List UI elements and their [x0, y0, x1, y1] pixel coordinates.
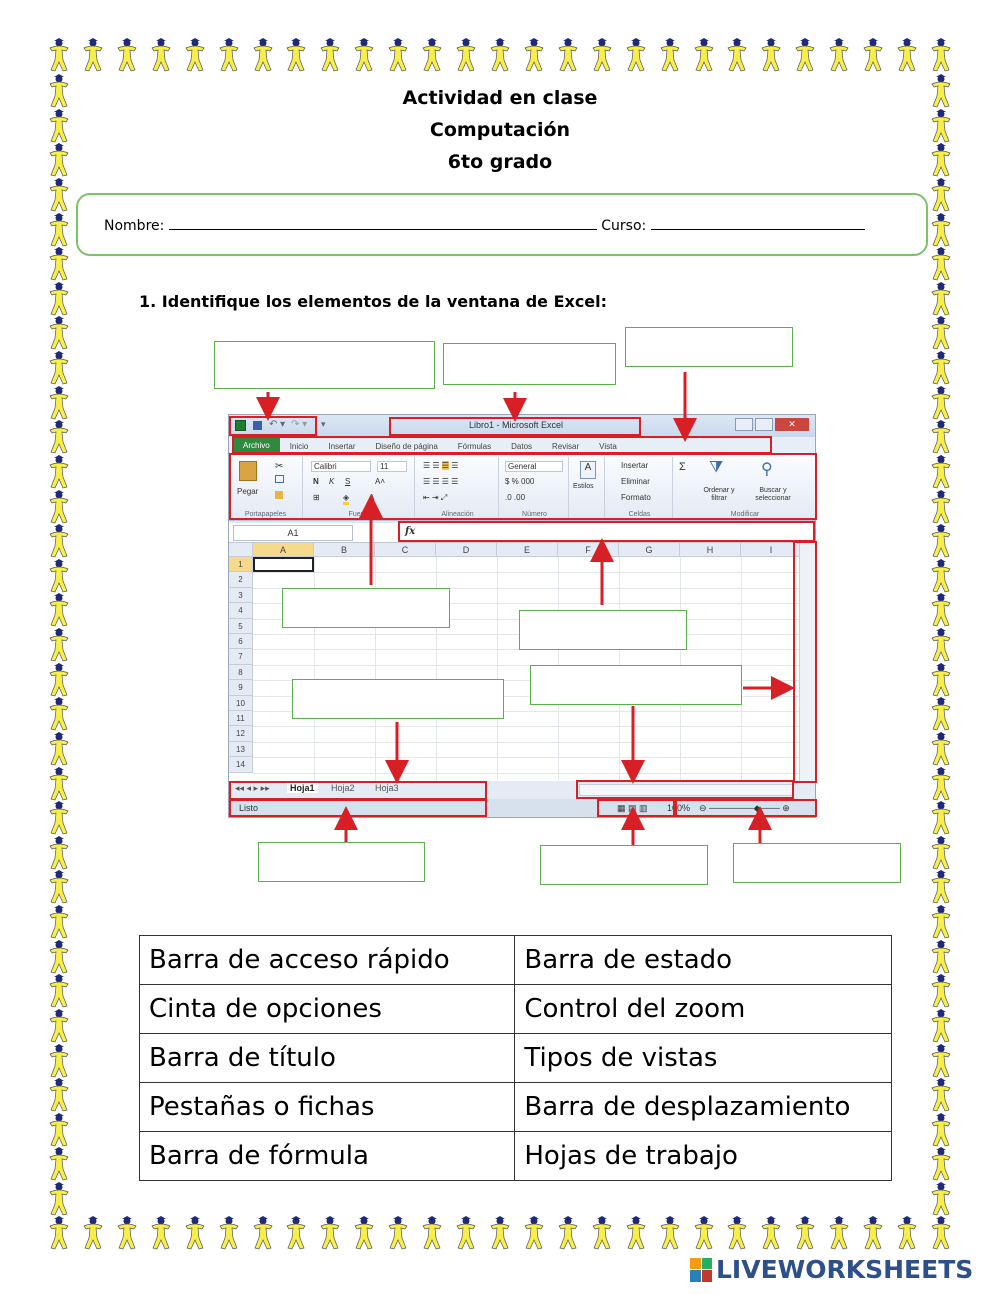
row-header: 13	[229, 742, 253, 757]
number-format-value: General	[505, 461, 563, 472]
group-label-font: Fuente	[348, 511, 371, 518]
paste-label: Pegar	[237, 487, 259, 496]
row-header: 10	[229, 696, 253, 711]
column-header: C	[375, 543, 436, 557]
column-header: B	[314, 543, 375, 557]
word-bank-cell: Pestañas o fichas	[140, 1083, 515, 1132]
sheet-nav-icons: ◂◂ ◂ ▸ ▸▸	[235, 783, 270, 793]
format-cells-label: Formato	[621, 493, 651, 502]
zoom-slider-icon: ⊖ ───────◆─── ⊕	[699, 803, 790, 813]
align-top-icon: ☰ ☰ ☰ ☰	[423, 461, 459, 470]
row-header: 6	[229, 634, 253, 649]
sheet-tab: Hoja2	[331, 783, 355, 793]
undo-icon: ↶ ▾	[269, 419, 286, 430]
quick-access-dropdown-icon: ▾	[321, 419, 326, 429]
name-box: A1	[233, 525, 353, 541]
column-header: D	[436, 543, 497, 557]
font-name-value: Calibri	[311, 461, 371, 472]
table-row	[140, 985, 892, 1034]
grow-font-icon: A˄	[375, 477, 386, 486]
row-header: 3	[229, 588, 253, 603]
excel-tab: Diseño de página	[375, 441, 438, 451]
answer-box-ribbon[interactable]	[282, 588, 450, 628]
excel-tab: Datos	[511, 441, 533, 451]
italic-icon: K	[329, 477, 335, 486]
close-icon: ✕	[775, 418, 809, 431]
answer-box-zoom[interactable]	[733, 843, 901, 883]
liveworksheets-logo	[690, 1255, 973, 1284]
word-bank-cell: Barra de estado	[515, 936, 892, 985]
row-header: 11	[229, 711, 253, 726]
answer-box-views[interactable]	[540, 845, 708, 885]
row-header: 14	[229, 757, 253, 772]
decimal-icon: .0 .00	[505, 493, 526, 502]
group-label-cells: Celdas	[628, 511, 651, 518]
word-bank-cell: Tipos de vistas	[515, 1034, 892, 1083]
row-header: 12	[229, 726, 253, 741]
row-header: 9	[229, 680, 253, 695]
word-bank-cell: Cinta de opciones	[140, 985, 515, 1034]
sheet-tab: Hoja1	[287, 783, 318, 793]
course-label: Curso:	[601, 218, 647, 234]
excel-tab: Archivo	[233, 438, 280, 454]
answer-box-sheets[interactable]	[292, 679, 504, 719]
word-bank-cell: Control del zoom	[515, 985, 892, 1034]
excel-tab: Vista	[599, 441, 617, 451]
heading-subject: Computación	[429, 119, 571, 141]
find-select-icon: ⚲	[761, 461, 773, 478]
liveworksheets-logo-icon	[690, 1258, 712, 1282]
word-bank-table	[139, 935, 892, 1181]
row-header: 8	[229, 665, 253, 680]
table-row	[140, 936, 892, 985]
font-size-value: 11	[377, 461, 407, 472]
excel-tab: Fórmulas	[457, 441, 492, 451]
sheet-tab: Hoja3	[375, 783, 399, 793]
delete-cells-label: Eliminar	[621, 477, 650, 486]
indent-icon: ⇤ ⇥ ⤢	[423, 493, 448, 502]
word-bank-cell: Barra de desplazamiento	[515, 1083, 892, 1132]
question-title: 1. Identifique los elementos de la ventana de Excel:	[139, 292, 608, 311]
align-left-icon: ☰ ☰ ☰ ☰	[423, 477, 459, 486]
fx-label: fx	[405, 526, 416, 537]
view-buttons-icon: ▦ ▤ ▥	[617, 803, 648, 813]
answer-box-formula-bar[interactable]	[519, 610, 687, 650]
column-header: G	[619, 543, 680, 557]
currency-icon: $ % 000	[505, 477, 535, 486]
excel-window-title: Libro1 - Microsoft Excel	[469, 420, 564, 430]
group-label-alignment: Alineación	[441, 511, 474, 518]
row-header: 7	[229, 649, 253, 664]
row-header: 5	[229, 619, 253, 634]
bold-icon: N	[313, 477, 319, 486]
zoom-value: 100%	[667, 803, 691, 813]
word-bank-cell: Barra de acceso rápido	[140, 936, 515, 985]
word-bank-cell: Hojas de trabajo	[515, 1132, 892, 1181]
status-text: Listo	[239, 803, 259, 813]
styles-label: Estilos	[573, 483, 594, 490]
borders-icon: ⊞	[313, 493, 320, 502]
table-row	[140, 1132, 892, 1181]
sort-filter-icon: ⧩	[709, 459, 724, 476]
row-header: 4	[229, 603, 253, 618]
column-header: E	[497, 543, 558, 557]
row-header: 1	[229, 557, 253, 572]
excel-tab: Revisar	[552, 441, 580, 451]
word-bank-cell: Barra de título	[140, 1034, 515, 1083]
excel-tab: Inicio	[289, 441, 309, 451]
column-header: I	[741, 543, 802, 557]
column-header: F	[558, 543, 619, 557]
fill-color-icon: ◈	[343, 493, 349, 505]
column-header: A	[253, 543, 314, 557]
find-select-label: Buscar y seleccionar	[755, 487, 791, 502]
word-bank-cell: Barra de fórmula	[140, 1132, 515, 1181]
row-header: 2	[229, 572, 253, 587]
styles-icon: A	[580, 461, 596, 479]
brand-name: LIVEWORKSHEETS	[716, 1255, 974, 1284]
redo-icon: ↷ ▾	[291, 419, 308, 430]
name-label: Nombre:	[104, 218, 165, 234]
heading-activity: Actividad en clase	[402, 87, 598, 109]
cut-icon: ✂	[275, 461, 284, 472]
font-color-icon: A	[369, 493, 374, 505]
sort-filter-label: Ordenar y filtrar	[703, 487, 735, 502]
answer-box-scrollbar[interactable]	[530, 665, 742, 705]
insert-cells-label: Insertar	[621, 461, 649, 470]
answer-box-status-bar[interactable]	[258, 842, 425, 882]
group-label-editing: Modificar	[730, 511, 760, 518]
table-row	[140, 1083, 892, 1132]
excel-tab: Insertar	[328, 441, 356, 451]
underline-icon: S	[345, 477, 351, 486]
heading-grade: 6to grado	[447, 151, 553, 173]
group-label-clipboard: Portapapeles	[244, 511, 287, 518]
column-header: H	[680, 543, 741, 557]
table-row	[140, 1034, 892, 1083]
group-label-number: Número	[522, 511, 547, 518]
autosum-icon: Σ	[679, 461, 686, 473]
